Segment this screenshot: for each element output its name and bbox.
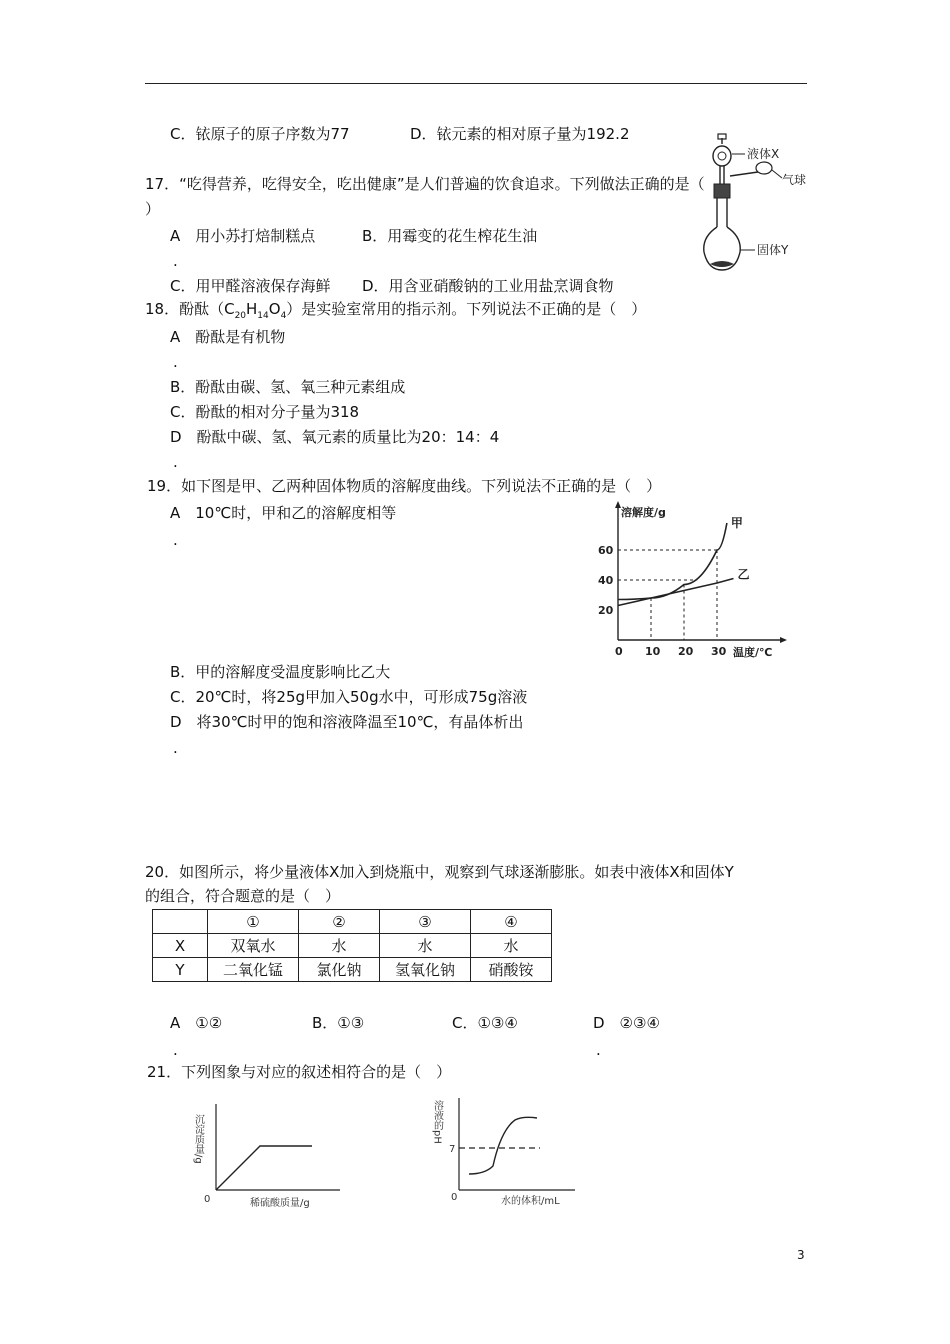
q19-option-b: B．甲的溶解度受温度影响比乙大 — [170, 663, 391, 681]
flask-figure — [700, 132, 810, 282]
q19-stem: 19．如下图是甲、乙两种固体物质的溶解度曲线。下列说法不正确的是（ ） — [147, 477, 662, 495]
table-cell: 双氧水 — [208, 934, 299, 958]
dot: . — [173, 531, 178, 549]
series-label: 乙 — [737, 567, 750, 582]
table-cell: 氯化钠 — [299, 958, 380, 982]
q18-option-d: D 酚酞中碳、氢、氧元素的质量比为20：14：4 — [170, 428, 500, 446]
graph2-mark: 7 — [449, 1144, 456, 1155]
table-cell: 水 — [471, 934, 552, 958]
table-cell: 水 — [299, 934, 380, 958]
graph1-xlabel: 稀硫酸质量/g — [250, 1198, 310, 1209]
funnel-inner — [718, 152, 726, 160]
table-cell — [153, 910, 208, 934]
dot: . — [173, 252, 178, 270]
table-cell: 二氧化锰 — [208, 958, 299, 982]
y-tick-label: 20 — [598, 604, 614, 617]
x-tick-label: 10 — [645, 645, 661, 658]
q20-option-d: D ②③④ — [593, 1014, 660, 1032]
funnel-bulb — [713, 146, 731, 166]
graph1-origin: 0 — [204, 1194, 211, 1205]
q20-option-a: A ①② — [170, 1014, 223, 1032]
stopper — [714, 184, 730, 198]
q20-stem-line2: 的组合，符合题意的是（ ） — [145, 887, 341, 905]
q21-stem: 21．下列图象与对应的叙述相符合的是（ ） — [147, 1063, 452, 1081]
y-tick-label: 40 — [598, 574, 614, 587]
table-cell: 氢氧化钠 — [380, 958, 471, 982]
page-number: 3 — [797, 1248, 805, 1262]
dot: . — [596, 1041, 601, 1059]
label-solid-y: 固体Y — [757, 243, 789, 257]
x-axis-label: 温度/℃ — [733, 646, 773, 659]
q19-option-c: C．20℃时，将25g甲加入50g水中，可形成75g溶液 — [170, 688, 528, 706]
x-tick-label: 30 — [711, 645, 727, 658]
table-row — [153, 958, 552, 982]
q20-option-b: B．①③ — [312, 1014, 365, 1032]
q17-option-d: D．用含亚硝酸钠的工业用盐烹调食物 — [362, 277, 614, 295]
label-balloon: 气球 — [782, 173, 807, 187]
q20-stem-line1: 20．如图所示，将少量液体X加入到烧瓶中，观察到气球逐渐膨胀。如表中液体X和固体Y — [145, 863, 734, 881]
x-tick-label: 20 — [678, 645, 694, 658]
dot: . — [173, 353, 178, 371]
precipitate-curve — [216, 1146, 312, 1190]
graph-ph — [425, 1090, 585, 1210]
table-cell: ③ — [380, 910, 471, 934]
q20-option-c: C．①③④ — [452, 1014, 518, 1032]
header-rule — [145, 83, 807, 84]
q17-option-a: A 用小苏打焙制糕点 — [170, 227, 316, 245]
x-tick-label: 0 — [615, 645, 623, 658]
q17-option-c: C．用甲醛溶液保存海鲜 — [170, 277, 331, 295]
table-row — [153, 910, 552, 934]
table-cell: Y — [153, 958, 208, 982]
label-liquid-x: 液体X — [747, 147, 780, 161]
q19-option-d: D 将30℃时甲的饱和溶液降温至10℃，有晶体析出 — [170, 713, 524, 731]
y-axis-label: 溶解度/g — [621, 506, 666, 519]
series-line-jia — [618, 523, 727, 600]
table-cell: ② — [299, 910, 380, 934]
table-cell: 硝酸铵 — [471, 958, 552, 982]
q16-option-d: D．铱元素的相对原子量为192.2 — [410, 125, 630, 143]
solid-y-pile — [710, 261, 734, 267]
dot: . — [173, 739, 178, 757]
dot: . — [173, 453, 178, 471]
q19-option-a: A 10℃时，甲和乙的溶解度相等 — [170, 504, 397, 522]
q16-option-c: C．铱原子的原子序数为77 — [170, 125, 350, 143]
q17-option-b: B．用霉变的花生榨花生油 — [362, 227, 538, 245]
graph1-ylabel: 沉淀质量/g — [192, 1114, 204, 1164]
table-cell: 水 — [380, 934, 471, 958]
balloon — [756, 162, 772, 174]
q18-option-a: A 酚酞是有机物 — [170, 328, 286, 346]
q18-option-b: B．酚酞由碳、氢、氧三种元素组成 — [170, 378, 406, 396]
table-cell: ① — [208, 910, 299, 934]
q20-table — [152, 909, 552, 982]
q17-stem-line2: ） — [145, 200, 161, 218]
y-tick-label: 60 — [598, 544, 614, 557]
table-cell: ④ — [471, 910, 552, 934]
ph-curve — [469, 1117, 537, 1174]
dot: . — [173, 1041, 178, 1059]
q17-stem-line1: 17．“吃得营养，吃得安全，吃出健康”是人们普遍的饮食追求。下列做法正确的是（ — [145, 175, 705, 193]
q18-option-c: C．酚酞的相对分子量为318 — [170, 403, 360, 421]
series-label: 甲 — [730, 516, 743, 530]
table-row — [153, 934, 552, 958]
graph2-ylabel: 溶液的pH — [431, 1100, 443, 1144]
graph-precipitate — [190, 1098, 350, 1210]
series-line-yi — [618, 579, 734, 606]
graph2-origin: 0 — [451, 1192, 458, 1203]
q18-stem: 18．酚酞$(C_{20}H_{14}O_4)$是实验室常用的指示剂。下列说法不正确的是（ ） — [145, 300, 647, 321]
table-cell: X — [153, 934, 208, 958]
graph2-xlabel: 水的体积/mL — [501, 1196, 560, 1207]
solubility-chart — [590, 500, 790, 665]
